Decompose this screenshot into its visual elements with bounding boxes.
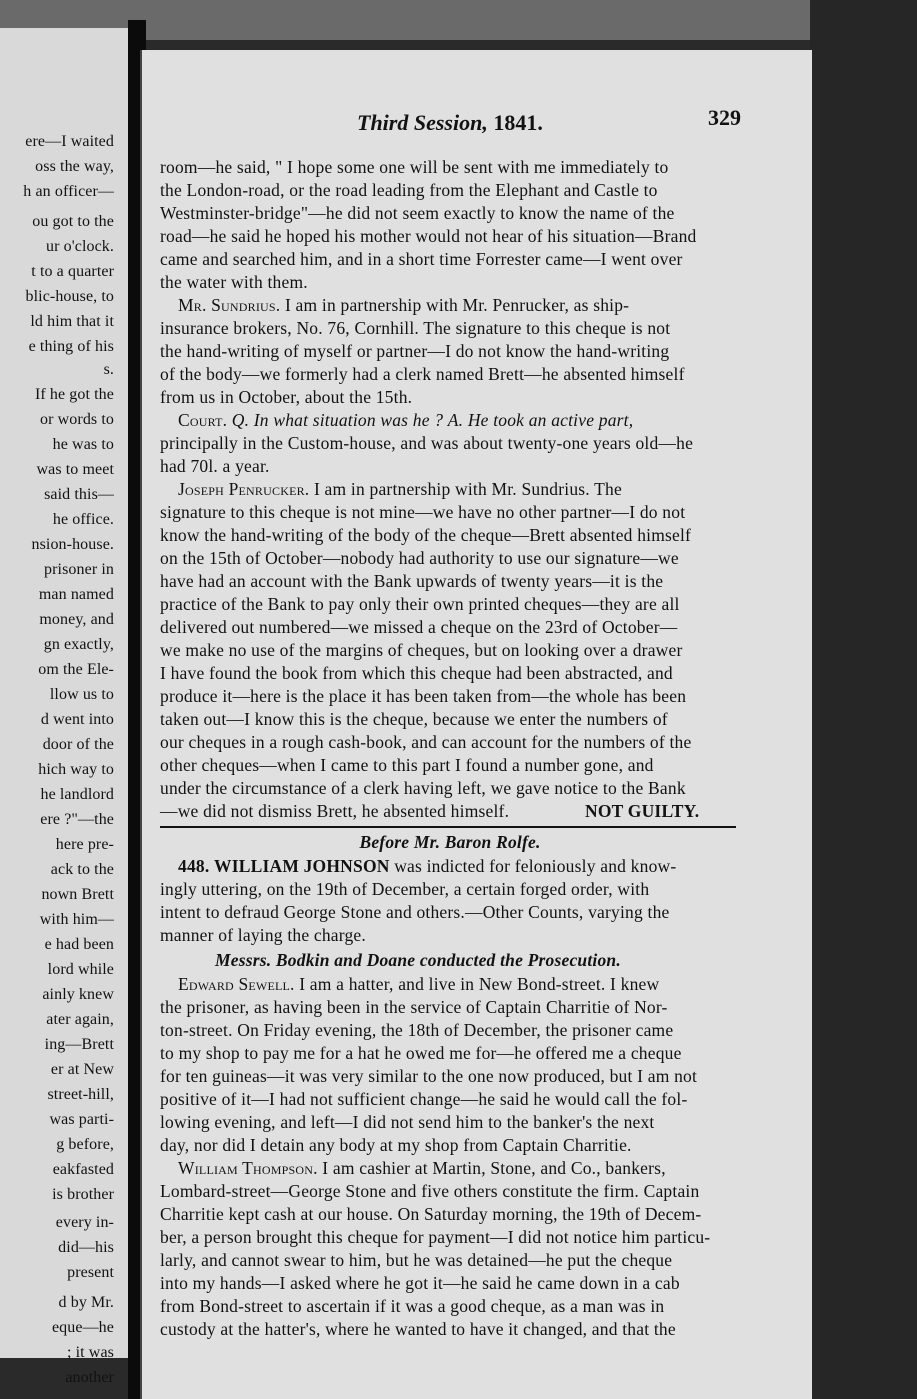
text-line: from Bond-street to ascertain if it was a good cheque, as a man was in: [160, 1296, 665, 1316]
left-page-text-line: e thing of his: [28, 338, 114, 355]
text-line: delivered out numbered—we missed a cheque on the 23rd of October—: [160, 617, 678, 637]
left-page-text-line: door of the: [42, 736, 114, 753]
text-line: road—he said he hoped his mother would not hear of his situation—Brand: [160, 226, 697, 246]
text-line: day, nor did I detain any body at my shop from Captain Charritie.: [160, 1135, 632, 1155]
left-page-text-line: lord while: [47, 961, 114, 978]
left-page-text-line: s.: [103, 361, 114, 378]
testimony-penrucker-first: [178, 479, 758, 500]
text-line: we make no use of the margins of cheques, but on looking over a drawer: [160, 640, 683, 660]
text-line: lowing evening, and left—I did not send him to the banker's the next: [160, 1112, 655, 1132]
left-page-text-line: ing—Brett: [44, 1036, 114, 1053]
left-page-text-line: ur o'clock.: [46, 238, 114, 255]
text-line: under the circumstance of a clerk having left, we gave notice to the Bank: [160, 778, 686, 798]
text-line: intent to defraud George Stone and others.—Other Counts, varying the: [160, 902, 670, 922]
text-line: the London-road, or the road leading from the Elephant and Castle to: [160, 180, 658, 200]
case-title-line: [178, 856, 758, 877]
testimony-sundrius-first: [178, 295, 758, 316]
testimony-sewell-first: [178, 974, 758, 995]
text-line: have had an account with the Bank upwards of twenty years—it is the: [160, 571, 664, 591]
text-line: I have found the book from which this cheque had been abstracted, and: [160, 663, 673, 683]
section-heading: Before Mr. Baron Rolfe.: [359, 832, 541, 852]
text-span: I am in partnership with Mr. Sundrius. The: [313, 479, 622, 499]
left-page-text-line: g before,: [56, 1136, 114, 1153]
text-line: know the hand-writing of the body of the cheque—Brett absented himself: [160, 525, 692, 545]
text-line: the prisoner, as having been in the service of Captain Charritie of Nor-: [160, 997, 668, 1017]
text-span: —we did not dismiss Brett, he absented himself.: [160, 801, 510, 821]
left-page-text-line: street-hill,: [47, 1086, 114, 1103]
text-line: positive of it—I had not sufficient change—he said he would call the fol-: [160, 1089, 688, 1109]
left-page-text-line: eque—he: [51, 1319, 114, 1336]
question: Q. In what situation was he ?: [231, 410, 444, 430]
defendant-name: WILLIAM JOHNSON: [214, 856, 390, 876]
left-page-text-line: money, and: [39, 611, 114, 628]
left-page-text-line: with him—: [39, 911, 114, 928]
text-line: for ten guineas—it was very similar to the one now produced, but I am not: [160, 1066, 698, 1086]
text-line: ingly uttering, on the 19th of December, a certain forged order, with: [160, 879, 650, 899]
left-page-text-line: hich way to: [38, 761, 114, 778]
verdict: NOT GUILTY.: [585, 801, 700, 821]
left-page-text-line: nown Brett: [41, 886, 114, 903]
text-line: larly, and cannot swear to him, but he was detained—he put the cheque: [160, 1250, 673, 1270]
left-page-text-line: ater again,: [46, 1011, 114, 1028]
section-rule: [160, 826, 736, 828]
left-page-text-line: llow us to: [49, 686, 114, 703]
left-page-text-line: here pre-: [55, 836, 114, 853]
left-page-text-line: or words to: [40, 411, 114, 428]
running-header: [357, 110, 543, 136]
text-span: I am in partnership with Mr. Penrucker, as ship-: [284, 295, 630, 315]
text-line-last: [160, 801, 740, 822]
answer: A. He took an active part,: [447, 410, 634, 430]
witness-name: Edward Sewell.: [178, 974, 295, 994]
left-page-text-line: ; it was: [66, 1344, 114, 1361]
text-line: room—he said, " I hope some one will be sent with me immediately to: [160, 157, 669, 177]
text-line: the water with them.: [160, 272, 308, 292]
court-question: [178, 410, 758, 431]
left-page-text-line: did—his: [58, 1239, 114, 1256]
left-page-text-line: was to meet: [36, 461, 114, 478]
left-page-text-line: eakfasted: [52, 1161, 114, 1178]
left-page-text-line: ld him that it: [30, 313, 114, 330]
left-page-text-line: is brother: [52, 1186, 114, 1203]
page-number: 329: [708, 105, 741, 130]
text-line: Lombard-street—George Stone and five others constitute the firm. Captain: [160, 1181, 700, 1201]
text-line: had 70l. a year.: [160, 456, 270, 476]
left-page-text-line: ack to the: [50, 861, 114, 878]
left-page-text-line: gn exactly,: [43, 636, 114, 653]
left-page-text-line: d went into: [40, 711, 114, 728]
left-page-text-line: ainly knew: [42, 986, 114, 1003]
text-line: manner of laying the charge.: [160, 925, 366, 945]
left-page-text-line: man named: [38, 586, 114, 603]
left-page-text-line: prisoner in: [44, 561, 114, 578]
speaker-name: Court.: [178, 410, 228, 430]
left-page-text-line: he office.: [52, 511, 114, 528]
text-line: ber, a person brought this cheque for payment—I did not notice him particu-: [160, 1227, 711, 1247]
text-line: came and searched him, and in a short time Forrester came—I went over: [160, 249, 683, 269]
left-page-text-line: another: [65, 1369, 114, 1386]
left-page-text-line: er at New: [50, 1061, 114, 1078]
text-line: signature to this cheque is not mine—we have no other partner—I do not: [160, 502, 686, 522]
left-page-text-line: If he got the: [34, 386, 114, 403]
left-page-text-line: om the Ele-: [38, 661, 114, 678]
left-page-text-line: present: [67, 1264, 114, 1281]
witness-name: William Thompson.: [178, 1158, 318, 1178]
text-line: ton-street. On Friday evening, the 18th of December, the prisoner came: [160, 1020, 674, 1040]
header-year: 1841.: [493, 110, 543, 135]
header-title: Third Session,: [357, 110, 488, 135]
text-line: insurance brokers, No. 76, Cornhill. The signature to this cheque is not: [160, 318, 671, 338]
text-line: Charritie kept cash at our house. On Saturday morning, the 19th of Decem-: [160, 1204, 702, 1224]
prosecution-note: Messrs. Bodkin and Doane conducted the Prosecution.: [215, 950, 621, 970]
left-page-text-line: t to a quarter: [31, 263, 114, 280]
text-span: was indicted for feloniously and know-: [394, 856, 677, 876]
text-line: produce it—here is the place it has been taken from—the whole has been: [160, 686, 687, 706]
text-line: Westminster-bridge"—he did not seem exactly to know the name of the: [160, 203, 675, 223]
text-line: to my shop to pay me for a hat he owed me for—he offered me a cheque: [160, 1043, 682, 1063]
left-page-text-line: he landlord: [40, 786, 114, 803]
left-page-text-line: was parti-: [49, 1111, 114, 1128]
left-page-text-line: ere ?"—the: [40, 811, 114, 828]
text-line: other cheques—when I came to this part I found a number gone, and: [160, 755, 654, 775]
witness-name: Mr. Sundrius.: [178, 295, 281, 315]
text-line: our cheques in a rough cash-book, and can account for the numbers of the: [160, 732, 692, 752]
left-page-text-line: nsion-house.: [31, 536, 114, 553]
text-line: the hand-writing of myself or partner—I do not know the hand-writing: [160, 341, 670, 361]
case-number: 448.: [178, 856, 210, 876]
left-page-text-line: he was to: [52, 436, 114, 453]
left-page-text-line: said this—: [44, 486, 114, 503]
left-page-text-line: blic-house, to: [25, 288, 114, 305]
left-page-text-line: d by Mr.: [58, 1294, 114, 1311]
left-page-text-line: every in-: [55, 1214, 114, 1231]
text-line: principally in the Custom-house, and was about twenty-one years old—he: [160, 433, 694, 453]
text-span: I am cashier at Martin, Stone, and Co., bankers,: [322, 1158, 666, 1178]
text-line: practice of the Bank to pay only their own printed cheques—they are all: [160, 594, 680, 614]
text-line: into my hands—I asked where he got it—he said he came down in a cab: [160, 1273, 680, 1293]
left-page-fragment: [0, 28, 132, 1386]
text-line: custody at the hatter's, where he wanted to have it changed, and that the: [160, 1319, 676, 1339]
text-line: from us in October, about the 15th.: [160, 387, 413, 407]
testimony-thompson-first: [178, 1158, 758, 1179]
text-span: I am a hatter, and live in New Bond-street. I knew: [299, 974, 660, 994]
left-page-text-line: ou got to the: [32, 213, 114, 230]
text-line: on the 15th of October—nobody had authority to use our signature—we: [160, 548, 679, 568]
witness-name: Joseph Penrucker.: [178, 479, 310, 499]
left-page-text-line: e had been: [44, 936, 114, 953]
text-line: of the body—we formerly had a clerk named Brett—he absented himself: [160, 364, 685, 384]
left-page-text-line: ere—I waited: [25, 133, 114, 150]
text-line: taken out—I know this is the cheque, because we enter the numbers of: [160, 709, 668, 729]
left-page-text-line: oss the way,: [35, 158, 114, 175]
left-page-text-line: h an officer—: [23, 183, 114, 200]
scan-right-border: [810, 0, 917, 1399]
